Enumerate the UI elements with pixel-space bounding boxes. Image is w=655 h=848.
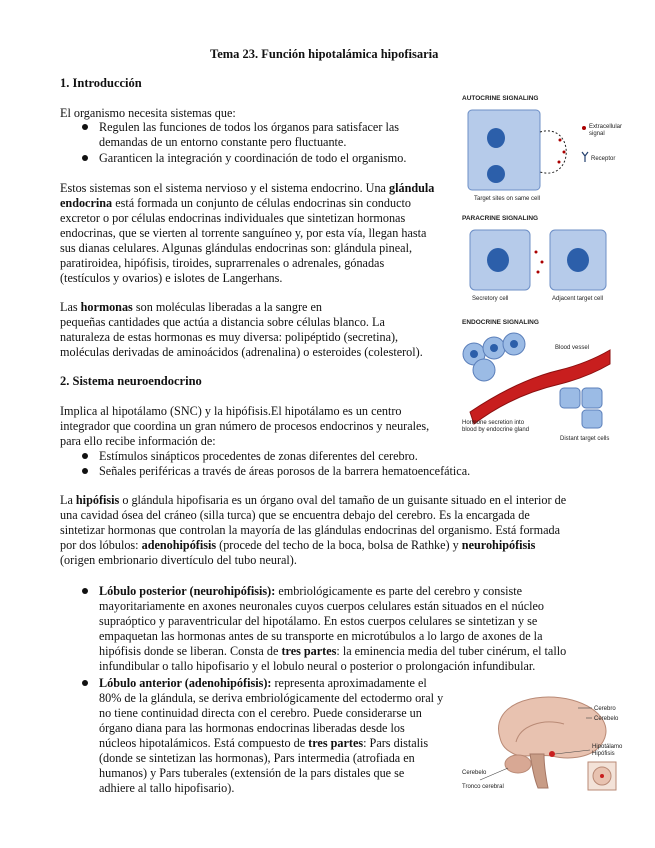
pituitary-marker	[549, 751, 555, 757]
target-nucleus	[567, 248, 589, 272]
list-item: Señales periféricas a través de áreas porosos de la barrera hematoencefática.	[99, 464, 471, 478]
text-run: : la eminencia media del tuber cinérum, el tallo	[336, 644, 567, 658]
page-title: Tema 23. Función hipotalámica hipofisaria	[210, 47, 439, 61]
term-neurohipofisis: neurohipófisis	[461, 538, 536, 552]
text-run: por dos lóbulos:	[60, 538, 142, 552]
text-line: naturaleza de estas hormonas es muy diversa: polipéptido (secretina),	[60, 330, 399, 344]
autocrine-arrow	[540, 131, 566, 173]
text-line: supraóptico y paraventricular del hipotálamo. En estos cuerpos celulares se sintetizan y se	[99, 614, 538, 628]
term-hormonas: hormonas	[80, 300, 133, 314]
bullet-dot	[82, 468, 88, 474]
text-line: endocrinas, que se vierten al torrente sanguíneo y, por esta vía, llegan hasta	[60, 226, 427, 240]
bullet-dot	[82, 453, 88, 459]
section-1-heading: 1. Introducción	[60, 76, 142, 90]
text-run: Las	[60, 300, 81, 314]
gland-cell	[473, 359, 495, 381]
endocrine-caption-hormone: Hormone secretion into	[462, 420, 525, 426]
distant-target-cell	[560, 388, 580, 408]
term-hipofisis: hipófisis	[75, 493, 120, 507]
bullet-dot	[82, 588, 88, 594]
gland-nucleus	[510, 340, 518, 348]
text-line: no tiene continuidad directa con el cerebro. Puede considerarse un	[99, 706, 422, 720]
brain-shape	[499, 697, 606, 758]
text-line: excretor o por células endocrinas individuales que sintetizan hormonas	[60, 211, 406, 225]
text-line: mayoritariamente en axones neuronales cuyos cuerpos celulares están situados en el núcleo	[99, 599, 545, 613]
endocrine-title: ENDOCRINE SIGNALING	[462, 319, 539, 326]
secretory-nucleus	[487, 248, 509, 272]
distant-target-cell	[582, 388, 602, 408]
list-item: demandas de un entorno constante pero fluctuante.	[99, 135, 347, 149]
text-line: Implica al hipotálamo (SNC) y la hipófisis.El hipotálamo es un centro	[60, 404, 402, 418]
autocrine-title: AUTOCRINE SIGNALING	[462, 95, 539, 102]
term-lobulo-posterior: Lóbulo posterior (neurohipófisis):	[99, 584, 276, 598]
gland-nucleus	[490, 344, 498, 352]
text-run: o glándula hipofisaria es un órgano oval del tamaño de un guisante situado en el interior de	[119, 493, 567, 507]
text-line: órgano diana para las hormonas endocrinas liberadas desde los	[99, 721, 405, 735]
signal-dot	[563, 151, 566, 154]
text-run: embriológicamente es parte del cerebro y consiste	[275, 584, 522, 598]
gland-nucleus	[470, 350, 478, 358]
extracellular-signal-icon	[582, 126, 586, 130]
text-run: hipófisis donde se liberan. Consta de	[99, 644, 282, 658]
section-2-heading: 2. Sistema neuroendocrino	[60, 374, 202, 388]
text-line: una cavidad ósea del cráneo (silla turca) que se encuentra debajo del cerebro. Es la encargada de	[60, 508, 530, 522]
endocrine-caption-hormone: blood by endocrine gland	[462, 427, 530, 433]
signal-dot	[541, 261, 544, 264]
inset-marker	[600, 774, 604, 778]
brain-label: Cerebelo	[594, 716, 619, 722]
term-tres-partes: tres partes	[281, 644, 337, 658]
term-lobulo-anterior: Lóbulo anterior (adenohipófisis):	[99, 676, 272, 690]
cerebellum-shape	[505, 755, 531, 773]
brain-figure	[460, 688, 623, 792]
list-item: Garanticen la integración y coordinación de todo el organismo.	[99, 151, 407, 165]
term-glandula: glándula	[389, 181, 435, 195]
text-line: integrador que coordina un gran número de procesos endocrinos y neurales,	[60, 419, 430, 433]
text-run: (procede del techo de la boca, bolsa de Rathke) y	[216, 538, 462, 552]
text-run: está formada un conjunto de células endocrinas sin conducto	[112, 196, 411, 210]
text-run: Estos sistemas son el sistema nervioso y el sistema endocrino. Una	[60, 181, 390, 195]
autocrine-caption: Target sites on same cell	[474, 196, 541, 202]
text-line: pequeñas cantidades que actúa a distancia sobre células blanco. La	[60, 315, 385, 329]
bullet-dot	[82, 680, 88, 686]
endocrine-caption-distant: Distant target cells	[560, 436, 610, 442]
text-run: representa aproximadamente el	[271, 676, 427, 690]
text-run: La	[60, 493, 76, 507]
text-line: sintetizar hormonas que controlan la mayoría de las glándulas endocrinas del organismo. Está formada	[60, 523, 560, 537]
text-line: infundibular o tallo hipofisario y el lobulo neural o posterior o prolongación infundibular.	[99, 659, 536, 673]
autocrine-nucleus	[487, 128, 505, 148]
text-line: humanos) y Pars tuberales (extensión de la pars distales que se	[99, 766, 405, 780]
signal-dot	[559, 139, 562, 142]
signal-dot	[537, 271, 540, 274]
brainstem-shape	[530, 754, 548, 788]
brain-label: Hipófisis	[592, 751, 615, 757]
autocrine-nucleus	[487, 165, 505, 183]
legend-signal: signal	[589, 131, 605, 137]
distant-target-cell	[582, 410, 602, 428]
text-line: (testículos y ovarios) e islotes de Langerhans.	[60, 271, 283, 285]
term-adenohipofisis: adenohipófisis	[141, 538, 217, 552]
bullet-dot	[82, 155, 88, 161]
brain-label: Hipotálamo	[592, 744, 623, 750]
endocrine-caption-vessel: Blood vessel	[555, 345, 590, 351]
bullet-dot	[82, 124, 88, 130]
brain-label: Cerebelo	[462, 770, 487, 776]
receptor-icon	[582, 152, 588, 162]
text-line: adhiere al tallo hipofisario).	[99, 781, 235, 795]
text-line: (donde se sintetizan las hormonas), Pars intermedia (atrofiada en	[99, 751, 415, 765]
term-endocrina: endocrina	[60, 196, 113, 210]
legend-extracellular: Extracellular	[589, 124, 623, 130]
signal-dot	[535, 251, 538, 254]
text-run: núcleos hipotalámicos. Está compuesto de	[99, 736, 309, 750]
text-run: son moléculas liberadas a la sangre en	[132, 300, 322, 314]
text-line: paratiroidea, hipófisis, tiroides, suprarrenales o adrenales, gónadas	[60, 256, 385, 270]
signaling-figure	[460, 92, 623, 447]
paracrine-title: PARACRINE SIGNALING	[462, 215, 539, 222]
text-line: moléculas derivadas de aminoácidos (adrenalina) o esteroides (colesterol).	[60, 345, 423, 359]
legend-receptor: Receptor	[591, 156, 616, 162]
text-line: sus dianas celulares. Algunas glándulas endocrinas son: glándula pineal,	[60, 241, 412, 255]
section-1-intro: El organismo necesita sistemas que:	[60, 106, 236, 120]
text-run: : Pars distalis	[363, 736, 429, 750]
term-tres-partes: tres partes	[308, 736, 364, 750]
list-item: Regulen las funciones de todos los órganos para satisfacer las	[99, 120, 399, 134]
list-item: Estímulos sinápticos procedentes de zonas diferentes del cerebro.	[99, 449, 418, 463]
signal-dot	[558, 161, 561, 164]
text-line: (origen embrionario divertículo del tubo neural).	[60, 553, 297, 567]
brain-label: Tronco cerebral	[462, 784, 504, 790]
brain-label: Cerebro	[594, 706, 616, 712]
paracrine-caption-secretory: Secretory cell	[472, 296, 509, 302]
text-line: 80% de la glándula, se deriva embriológicamente del ectodermo oral y	[99, 691, 444, 705]
text-line: empaquetan las hormonas antes de su transporte en microtúbulos a lo largo de axones de la	[99, 629, 543, 643]
paracrine-caption-adjacent: Adjacent target cell	[552, 296, 604, 302]
text-line: para ello recibe información de:	[60, 434, 216, 448]
